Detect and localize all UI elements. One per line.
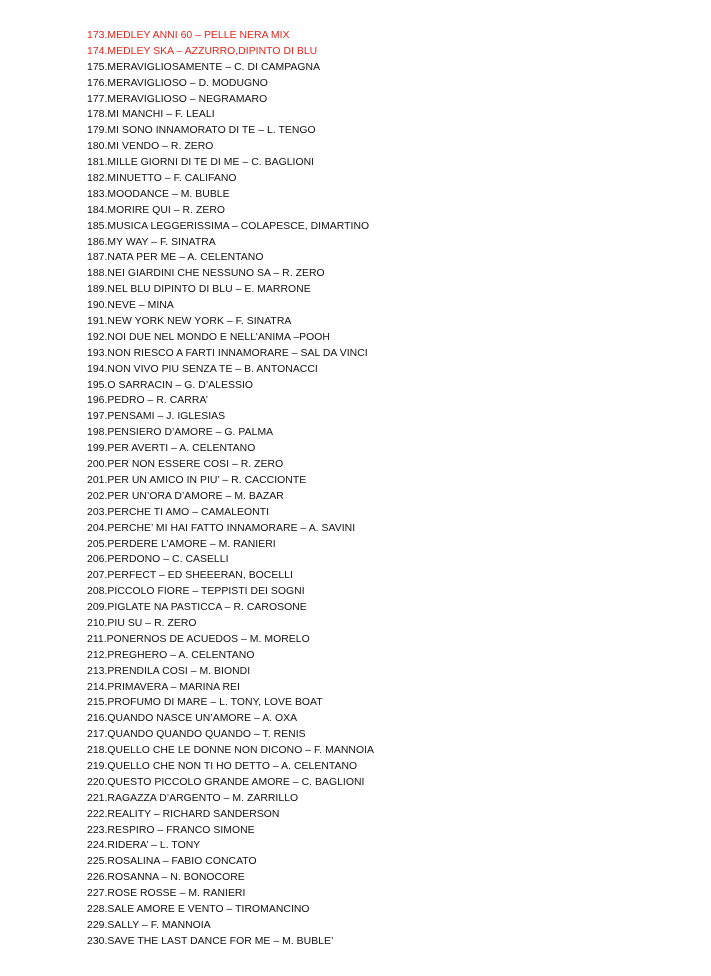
song-entry: 209.PIGLATE NA PASTICCA – R. CAROSONE xyxy=(87,602,307,614)
song-entry: 219.QUELLO CHE NON TI HO DETTO – A. CELENTANO xyxy=(87,760,358,772)
song-entry: 177.MERAVIGLIOSO – NEGRAMARO xyxy=(87,93,268,105)
song-entry: 207.PERFECT – ED SHEEERAN, BOCELLI xyxy=(87,570,293,582)
song-entry: 217.QUANDO QUANDO QUANDO – T. RENIS xyxy=(87,729,306,741)
song-entry: 190.NEVE – MINA xyxy=(87,300,174,312)
song-entry: 176.MERAVIGLIOSO – D. MODUGNO xyxy=(87,77,268,89)
song-entry: 226.ROSANNA – N. BONOCORE xyxy=(87,872,245,884)
song-entry: 181.MILLE GIORNI DI TE DI ME – C. BAGLIONI xyxy=(87,157,315,169)
song-entry: 228.SALE AMORE E VENTO – TIROMANCINO xyxy=(87,903,310,915)
song-entry: 175.MERAVIGLIOSAMENTE – C. DI CAMPAGNA xyxy=(87,61,321,73)
song-entry: 224.RIDERA’ – L. TONY xyxy=(87,840,201,852)
song-entry: 230.SAVE THE LAST DANCE FOR ME – M. BUBLE’ xyxy=(87,935,334,947)
song-entry: 187.NATA PER ME – A. CELENTANO xyxy=(87,252,264,264)
song-entry: 215.PROFUMO DI MARE – L. TONY, LOVE BOAT xyxy=(87,697,323,709)
song-entry: 192.NOI DUE NEL MONDO E NELL’ANIMA –POOH xyxy=(87,331,330,343)
song-entry: 213.PRENDILA COSI – M. BIONDI xyxy=(87,665,251,677)
song-entry: 182.MINUETTO – F. CALIFANO xyxy=(87,173,237,185)
song-entry-highlighted: 174.MEDLEY SKA – AZZURRO,DIPINTO DI BLU xyxy=(87,45,318,57)
song-entry: 188.NEI GIARDINI CHE NESSUNO SA – R. ZERO xyxy=(87,268,325,280)
song-entry: 184.MORIRE QUI – R. ZERO xyxy=(87,204,226,216)
song-entry: 205.PERDERE L’AMORE – M. RANIERI xyxy=(87,538,276,550)
song-list xyxy=(87,28,687,950)
song-entry-highlighted: 173.MEDLEY ANNI 60 – PELLE NERA MIX xyxy=(87,30,290,41)
song-entry: 206.PERDONO – C. CASELLI xyxy=(87,554,229,566)
song-entry: 197.PENSAMI – J. IGLESIAS xyxy=(87,411,226,423)
song-entry: 229.SALLY – F. MANNOIA xyxy=(87,919,211,931)
song-entry: 191.NEW YORK NEW YORK – F. SINATRA xyxy=(87,316,292,328)
song-entry: 186.MY WAY – F. SINATRA xyxy=(87,236,216,248)
song-entry: 227.ROSE ROSSE – M. RANIERI xyxy=(87,888,246,900)
song-entry: 199.PER AVERTI – A. CELENTANO xyxy=(87,443,256,455)
song-entry: 179.MI SONO INNAMORATO DI TE – L. TENGO xyxy=(87,125,316,137)
song-entry: 183.MOODANCE – M. BUBLE xyxy=(87,188,230,200)
song-entry: 201.PER UN AMICO IN PIU’ – R. CACCIONTE xyxy=(87,474,307,486)
song-entry: 218.QUELLO CHE LE DONNE NON DICONO – F. MANNOIA xyxy=(87,745,375,757)
song-entry: 204.PERCHE’ MI HAI FATTO INNAMORARE – A. SAVINI xyxy=(87,522,356,534)
song-entry: 225.ROSALINA – FABIO CONCATO xyxy=(87,856,257,868)
song-entry: 203.PERCHE TI AMO – CAMALEONTI xyxy=(87,506,270,518)
song-entry: 216.QUANDO NASCE UN’AMORE – A. OXA xyxy=(87,713,298,725)
song-entry: 189.NEL BLU DIPINTO DI BLU – E. MARRONE xyxy=(87,284,311,296)
song-entry: 223.RESPIRO – FRANCO SIMONE xyxy=(87,824,255,836)
song-entry: 194.NON VIVO PIU SENZA TE – B. ANTONACCI xyxy=(87,363,318,375)
song-entry: 185.MUSICA LEGGERISSIMA – COLAPESCE, DIMARTINO xyxy=(87,220,370,232)
song-entry: 212.PREGHERO – A. CELENTANO xyxy=(87,649,255,661)
song-entry: 220.QUESTO PICCOLO GRANDE AMORE – C. BAGLIONI xyxy=(87,776,365,788)
song-entry: 200.PER NON ESSERE COSI – R. ZERO xyxy=(87,459,284,471)
song-entry: 211.PONERNOS DE ACUEDOS – M. MORELO xyxy=(87,633,310,645)
song-entry: 214.PRIMAVERA – MARINA REI xyxy=(87,681,240,693)
song-entry: 198.PENSIERO D’AMORE – G. PALMA xyxy=(87,427,274,439)
song-entry: 180.MI VENDO – R. ZERO xyxy=(87,141,214,153)
song-entry: 202.PER UN’ORA D’AMORE – M. BAZAR xyxy=(87,490,284,502)
song-entry: 208.PICCOLO FIORE – TEPPISTI DEI SOGNI xyxy=(87,586,305,598)
song-entry: 195.O SARRACIN – G. D’ALESSIO xyxy=(87,379,254,391)
song-entry: 193.NON RIESCO A FARTI INNAMORARE – SAL DA VINCI xyxy=(87,347,368,359)
song-entry: 178.MI MANCHI – F. LEALI xyxy=(87,109,215,121)
song-entry: 221.RAGAZZA D’ARGENTO – M. ZARRILLO xyxy=(87,792,299,804)
song-entry: 222.REALITY – RICHARD SANDERSON xyxy=(87,808,280,820)
song-entry: 196.PEDRO – R. CARRA’ xyxy=(87,395,208,407)
song-entry: 210.PIU SU – R. ZERO xyxy=(87,617,197,629)
